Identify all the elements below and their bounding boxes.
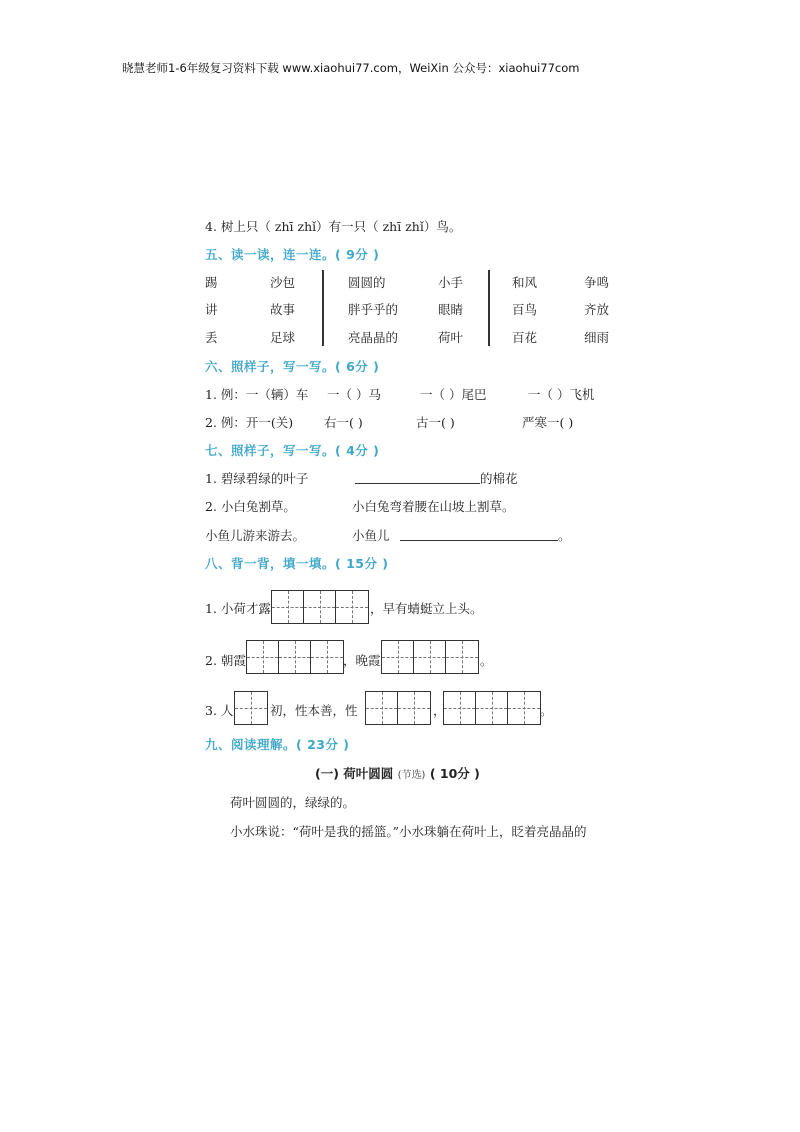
reading-subtitle-title: (一) 荷叶圆圆	[315, 766, 394, 781]
character-grid[interactable]	[234, 691, 268, 725]
page-header: 晓慧老师1-6年级复习资料下载 www.xiaohui77.com，WeiXin 公众号：xiaohui77com	[122, 61, 580, 75]
grid-cell[interactable]	[398, 692, 430, 724]
section-6-title: 六、照样子，写一写。( 6分 )	[205, 359, 380, 374]
poem-line-suffix: ，早有蜻蜓立上头。	[370, 601, 483, 616]
grid-cell[interactable]	[444, 692, 476, 724]
question-4: 4. 树上只（ zhī zhǐ）有一只（ zhī zhǐ）鸟。	[205, 219, 462, 234]
match-left-word[interactable]: 百花	[512, 330, 538, 345]
match-right-word[interactable]: 眼睛	[438, 302, 464, 317]
fill-item[interactable]: 严寒一( )	[522, 415, 574, 430]
column-divider	[322, 270, 324, 346]
classic-text-prefix: 3. 人	[205, 703, 234, 718]
section-9-title: 九、阅读理解。( 23分 )	[205, 737, 350, 752]
fill-item[interactable]: 右一( )	[324, 415, 363, 430]
grid-cell[interactable]	[336, 591, 368, 623]
grid-cell[interactable]	[311, 641, 343, 673]
character-grid[interactable]	[443, 691, 541, 725]
match-left-word[interactable]: 和风	[512, 275, 538, 290]
grid-cell[interactable]	[476, 692, 508, 724]
example-expanded-sentence: 小白兔弯着腰在山坡上割草。	[352, 499, 515, 514]
phrase-mid: ，晚霞	[343, 653, 381, 668]
match-right-word[interactable]: 齐放	[584, 302, 610, 317]
classic-text-mid: 初，性本善，性	[270, 703, 358, 718]
match-right-word[interactable]: 细雨	[584, 330, 610, 345]
match-right-word[interactable]: 争鸣	[584, 275, 610, 290]
fill-item[interactable]: 古一( )	[416, 415, 455, 430]
column-divider	[488, 270, 490, 346]
reading-paragraph: 荷叶圆圆的，绿绿的。	[230, 795, 356, 810]
match-right-word[interactable]: 荷叶	[438, 330, 464, 345]
match-left-word[interactable]: 讲	[205, 302, 218, 317]
reading-subtitle-note: (节选)	[397, 770, 426, 781]
answer-blank[interactable]	[355, 483, 480, 484]
grid-cell[interactable]	[508, 692, 540, 724]
answer-blank[interactable]	[400, 540, 558, 541]
fill-item[interactable]: 一（ ）飞机	[528, 387, 595, 402]
reading-subtitle-score: ( 10分 )	[429, 766, 480, 781]
phrase-suffix: 的棉花	[480, 471, 518, 486]
phrase-end: 。	[480, 653, 493, 668]
section-5-title: 五、读一读，连一连。( 9分 )	[205, 247, 380, 262]
match-right-word[interactable]: 足球	[270, 330, 296, 345]
match-right-word[interactable]: 小手	[438, 275, 464, 290]
grid-cell[interactable]	[279, 641, 311, 673]
example-phrase: 1. 碧绿碧绿的叶子	[205, 471, 309, 486]
poem-line-prefix: 1. 小荷才露	[205, 601, 271, 616]
fill-item[interactable]: 一（ ）尾巴	[420, 387, 487, 402]
match-left-word[interactable]: 亮晶晶的	[348, 330, 399, 345]
grid-cell[interactable]	[366, 692, 398, 724]
grid-cell[interactable]	[382, 641, 414, 673]
match-left-word[interactable]: 胖乎乎的	[348, 302, 399, 317]
section-8-title: 八、背一背，填一填。( 15分 )	[205, 556, 389, 571]
character-grid[interactable]	[271, 590, 369, 624]
match-right-word[interactable]: 故事	[270, 302, 296, 317]
fill-item[interactable]: 一（ ）马	[327, 387, 381, 402]
section-7-title: 七、照样子，写一写。( 4分 )	[205, 443, 380, 458]
task-prefix: 小鱼儿	[352, 528, 390, 543]
match-left-word[interactable]: 百鸟	[512, 302, 538, 317]
character-grid[interactable]	[246, 640, 344, 674]
classic-text-end: 。	[540, 703, 553, 718]
match-left-word[interactable]: 圆圆的	[348, 275, 386, 290]
grid-cell[interactable]	[446, 641, 478, 673]
match-left-word[interactable]: 踢	[205, 275, 218, 290]
example-label: 2. 例：开一(关)	[205, 415, 294, 430]
reading-subtitle	[315, 764, 480, 782]
classic-text-comma: ，	[433, 703, 446, 718]
character-grid[interactable]	[365, 691, 431, 725]
phrase-prefix: 2. 朝霞	[205, 653, 246, 668]
example-sentence: 2. 小白兔割草。	[205, 499, 296, 514]
grid-cell[interactable]	[272, 591, 304, 623]
match-right-word[interactable]: 沙包	[270, 275, 296, 290]
task-sentence: 小鱼儿游来游去。	[205, 528, 306, 543]
example-label: 1. 例：一（辆）车	[205, 387, 309, 402]
grid-cell[interactable]	[304, 591, 336, 623]
grid-cell[interactable]	[414, 641, 446, 673]
character-grid[interactable]	[381, 640, 479, 674]
grid-cell[interactable]	[247, 641, 279, 673]
task-period: 。	[558, 528, 571, 543]
grid-cell[interactable]	[235, 692, 267, 724]
reading-paragraph: 小水珠说：“荷叶是我的摇篮。”小水珠躺在荷叶上，眨着亮晶晶的	[230, 824, 587, 839]
match-left-word[interactable]: 丢	[205, 330, 218, 345]
